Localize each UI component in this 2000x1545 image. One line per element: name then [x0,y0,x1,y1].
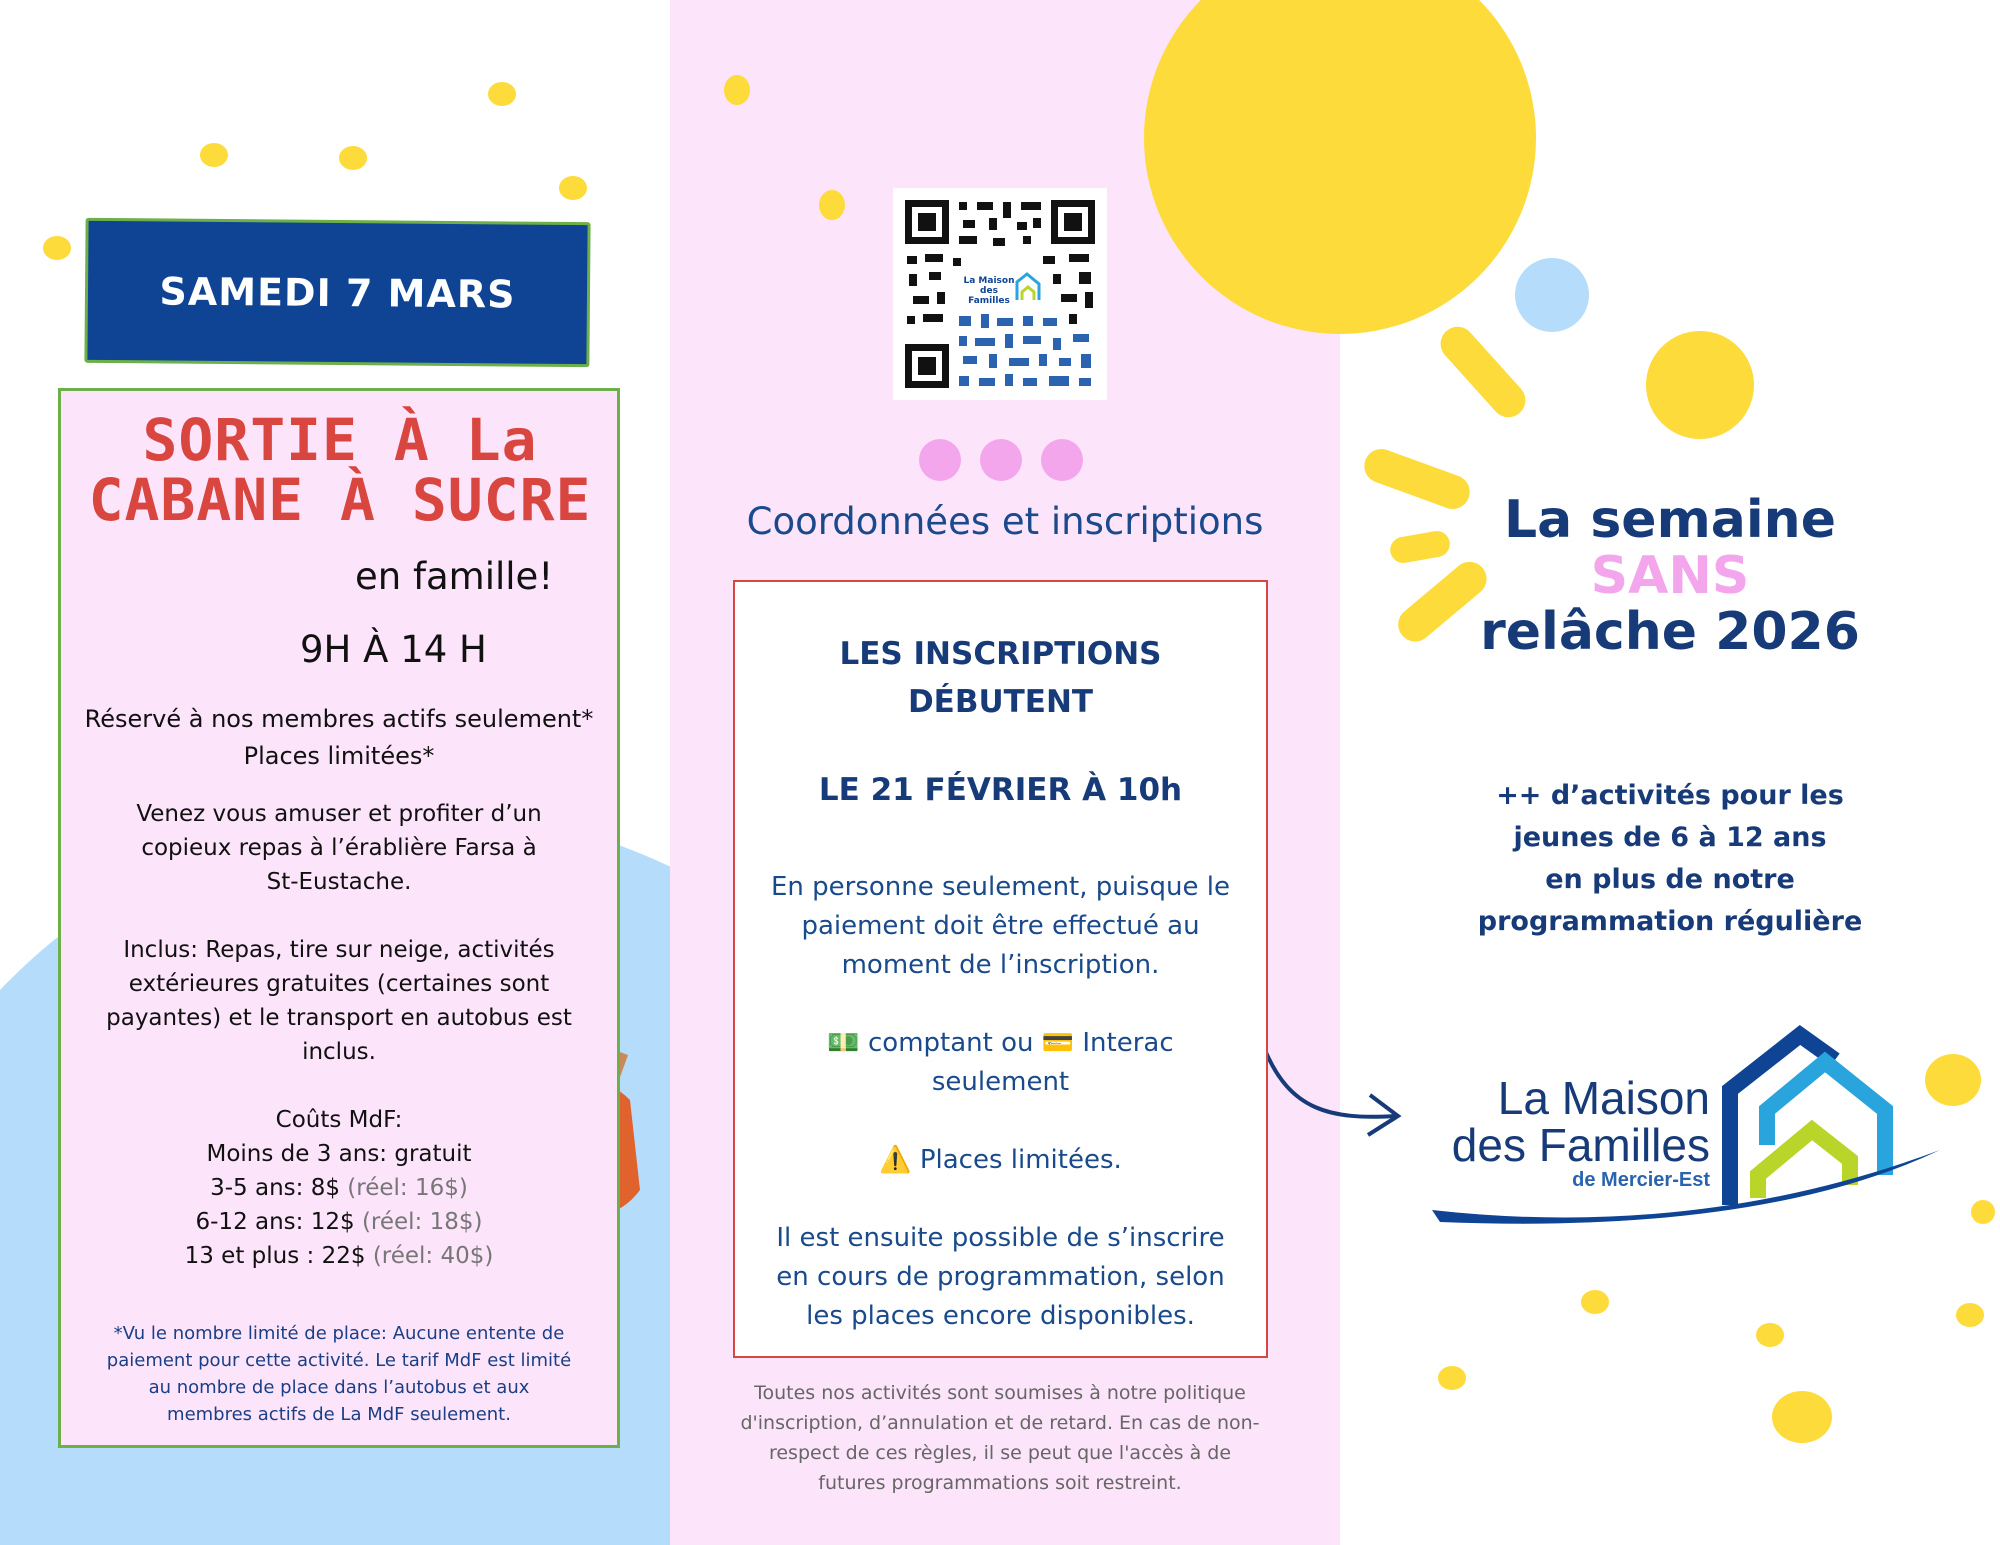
subtitle-en-famille: en famille! [355,555,554,598]
week-title-line3: relâche 2026 [1480,602,1860,662]
logo-line3: de Mercier-Est [1572,1169,1710,1191]
qr-logo-text: La Maison des Familles [963,276,1015,306]
activities-text [1420,775,1920,943]
cost-row: 13 et plus : 22$ (réel: 40$) [184,1243,494,1269]
limited-places-text: Places limitées* [243,742,435,770]
org-logo-text [1420,1072,1710,1192]
p2-line: les places encore disponibles. [806,1301,1195,1331]
costs-block [58,1103,620,1273]
policy-footer [715,1378,1285,1498]
cost-row: Moins de 3 ans: gratuit [206,1141,472,1167]
activities-line: jeunes de 6 à 12 ans [1513,822,1827,853]
incl-line: Inclus: Repas, tire sur neige, activités [123,937,555,963]
pink-dots [919,439,1083,481]
activities-line: programmation régulière [1477,906,1863,937]
p1-line: moment de l’inscription. [841,950,1160,980]
qr-house-icon [1013,270,1043,304]
incl-line: payantes) et le transport en autobus est [106,1005,572,1031]
activities-line: en plus de notre [1545,864,1795,895]
footer-line: Toutes nos activités sont soumises à notre politique [754,1382,1246,1404]
p1-line: paiement doit être effectué au [801,911,1200,941]
costs-title: Coûts MdF: [275,1107,403,1133]
registration-details [733,868,1268,1336]
note-line: membres actifs de La MdF seulement. [167,1404,511,1425]
cost-row: 6-12 ans: 12$ (réel: 18$) [195,1209,483,1235]
box-title-line: DÉBUTENT [907,684,1094,720]
week-title [1430,492,1910,660]
hours-text: 9H À 14 H [300,628,487,671]
week-title-line1: La semaine [1504,490,1836,550]
cost-row: 3-5 ans: 8$ (réel: 16$) [210,1175,468,1201]
note-line: au nombre de place dans l’autobus et aux [148,1377,530,1398]
logo-line1: La Maison [1497,1072,1710,1124]
p2-line: en cours de programmation, selon [776,1262,1225,1292]
date-banner-text: SAMEDI 7 MARS [159,268,516,317]
desc-line: Venez vous amuser et profiter d’un [136,801,542,827]
p2-line: Il est ensuite possible de s’inscrire [776,1223,1225,1253]
title-line1: SORTIE À La [142,406,538,474]
desc-line: copieux repas à l’érablière Farsa à [141,835,537,861]
footer-line: futures programmations soit restreint. [818,1472,1182,1494]
desc-line: St-Eustache. [266,869,412,895]
logo-line2: des Familles [1451,1119,1710,1171]
contact-heading: Coordonnées et inscriptions [746,500,1264,543]
footer-line: d'inscription, d’annulation et de retard. En cas de non- [740,1412,1260,1434]
date-banner [84,218,590,367]
incl-line: inclus. [302,1039,376,1065]
warning-line: ⚠️ Places limitées. [879,1145,1122,1175]
activities-line: ++ d’activités pour les [1496,780,1844,811]
title-line2: CABANE À SUCRE [88,466,592,534]
incl-line: extérieures gratuites (certaines sont [128,971,550,997]
description [58,797,620,1069]
week-title-sans: SANS [1590,546,1750,606]
payment-line: 💵 comptant ou 💳 Interac [827,1028,1174,1058]
qr-code[interactable] [893,188,1107,400]
payment-line: seulement [931,1067,1070,1097]
footnote [70,1320,608,1428]
footer-line: respect de ces règles, il se peut que l'accès à de [768,1442,1232,1464]
members-only-text: Réservé à nos membres actifs seulement* [84,705,594,733]
box-title [733,630,1268,726]
box-title-line: LES INSCRIPTIONS [839,636,1162,672]
note-line: paiement pour cette activité. Le tarif MdF est limité [106,1350,572,1371]
note-line: *Vu le nombre limité de place: Aucune entente de [113,1323,565,1344]
p1-line: En personne seulement, puisque le [770,872,1230,902]
registration-date: LE 21 FÉVRIER À 10h [818,772,1183,808]
